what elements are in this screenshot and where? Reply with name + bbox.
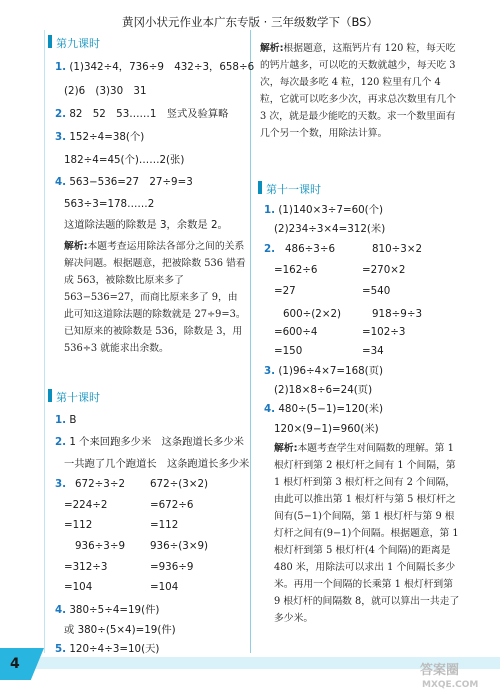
answer-line: (2)18×8÷6=24(页) — [274, 384, 373, 396]
answer-line: 120÷4÷3=10(天) — [69, 643, 160, 655]
svg-text:答案圈: 答案圈 — [420, 663, 460, 678]
watermark-logo — [418, 660, 492, 690]
answer-line: B — [69, 414, 77, 426]
calc-cell: =224÷2 — [64, 499, 108, 511]
analysis-label: 解析: — [64, 241, 88, 252]
calc-cell: 936÷3÷9 — [75, 540, 126, 552]
answer-line: 380÷5÷4=19(件) — [69, 604, 160, 616]
calc-cell: =672÷6 — [150, 499, 194, 511]
calc-cell: 672÷3÷2 — [75, 478, 126, 490]
answer-line: 这道除法题的除数是 3，余数是 2。 — [64, 219, 228, 231]
answer-line: 563−536=27 27÷9=3 — [69, 176, 193, 188]
calc-cell: 810÷3×2 — [372, 243, 423, 255]
q-number: 4. — [55, 604, 67, 616]
q-number: 4. — [264, 403, 276, 415]
answer-line: 563÷3=178……2 — [64, 198, 155, 210]
calc-cell: 936÷(3×9) — [150, 540, 209, 552]
lesson-marker — [258, 181, 262, 194]
analysis-block — [260, 40, 460, 142]
calc-cell: =104 — [150, 581, 179, 593]
answer-line: 152÷4=38(个) — [69, 131, 145, 143]
calc-cell: =312÷3 — [64, 561, 108, 573]
calc-cell: =162÷6 — [274, 264, 318, 276]
q-number: 3. — [264, 365, 276, 377]
answer-line: 一共跑了几个跑道长 这条跑道长多少米 — [64, 458, 250, 470]
lesson10-title: 第十课时 — [56, 391, 100, 404]
calc-cell: =540 — [362, 285, 391, 297]
calc-cell: 486÷3÷6 — [285, 243, 336, 255]
page-header: 黄冈小状元作业本广东专版 · 三年级数学下（BS） — [122, 15, 378, 29]
analysis-label: 解析: — [260, 43, 284, 54]
calc-cell: =102÷3 — [362, 326, 406, 338]
q-number: 4. — [55, 176, 67, 188]
analysis-text: 本题考查学生对间隔数的理解。第 1 根灯杆到第 2 根灯杆之间有 1 个间隔，第 1 根灯杆到第 3 根灯杆之间有 2 个间隔，由此可以推出第 1 根灯杆与第 5 根灯杆之间有(5−1)个间隔，第 1 根灯杆与第 9 根灯杆之间有(9−1)个间隔。根据题意，第 1 根灯杆到第 5 根灯杆(4 个间隔)的距离是 480 米，用除法可以求出 1 个间隔长多少米。再用一个间隔的长乘第 1 根灯杆到第 9 根灯杆的间隔数 8，就可以算出一共走了多少米。 — [274, 443, 460, 624]
answer-line: (1)140×3÷7=60(个) — [278, 204, 384, 216]
calc-cell: =150 — [274, 345, 303, 357]
calc-cell: =112 — [150, 519, 179, 531]
q-number: 1. — [264, 204, 276, 216]
answer-line: (2)6 (3)30 31 — [64, 85, 147, 97]
calc-cell: 600÷(2×2) — [283, 308, 342, 320]
left-margin-line — [44, 30, 45, 653]
q-number: 1. — [55, 61, 67, 73]
answer-line: 1 个来回跑多少米 这条跑道长多少米 — [69, 436, 244, 448]
svg-text:MXQE.COM: MXQE.COM — [422, 680, 479, 690]
calc-cell: =112 — [64, 519, 93, 531]
calc-cell: 918÷9÷3 — [372, 308, 423, 320]
calc-cell: =34 — [362, 345, 384, 357]
q-number: 3. — [55, 131, 67, 143]
lesson11-title: 第十一课时 — [266, 183, 321, 196]
calc-cell: 672÷(3×2) — [150, 478, 209, 490]
page-number: 4 — [10, 656, 20, 672]
calc-cell: =27 — [274, 285, 296, 297]
q-number: 2. — [264, 243, 276, 255]
analysis-text: 根据题意，这瓶钙片有 120 粒，每天吃的钙片越多，可以吃的天数就越少，每天吃 3 次，每次最多吃 4 粒，120 粒里有几个 4 粒，它就可以吃多少次，再求总次数里有几个 3 次，就是最少能吃的天数。求一个数里面有几个另一个数，用除法计算。 — [260, 43, 456, 139]
q-number: 1. — [55, 414, 67, 426]
analysis-block — [274, 440, 462, 627]
q-number: 5. — [55, 643, 67, 655]
q-number: 2. — [55, 108, 67, 120]
answer-line: 或 380÷(5×4)=19(件) — [64, 624, 176, 636]
calc-cell: =104 — [64, 581, 93, 593]
analysis-label: 解析: — [274, 443, 298, 454]
lesson9-title: 第九课时 — [56, 37, 100, 50]
analysis-text: 本题考查运用除法各部分之间的关系解决问题。根据题意，把被除数 536 错看成 563，被除数比原来多了 563−536=27，而商比原来多了 9，由此可知这道除法题的除数就是 27÷9=3。已知原来的被除数是 536，除数是 3，用 536÷3 就能求出余数。 — [64, 241, 246, 354]
column-divider — [250, 30, 251, 653]
q-number: 3. — [55, 478, 67, 490]
analysis-block — [64, 238, 246, 357]
answer-line: 480÷(5−1)=120(米) — [278, 403, 384, 415]
answer-line: 120×(9−1)=960(米) — [274, 423, 379, 435]
answer-line: 82 52 53……1 竖式及验算略 — [69, 108, 229, 120]
lesson-marker — [48, 389, 52, 402]
answer-line: (2)234÷3×4=312(米) — [274, 223, 386, 235]
calc-cell: =270×2 — [362, 264, 406, 276]
calc-cell: =936÷9 — [150, 561, 194, 573]
calc-cell: =600÷4 — [274, 326, 318, 338]
answer-line: (1)342÷4，736÷9 432÷3，658÷6 — [69, 61, 255, 73]
q-number: 2. — [55, 436, 67, 448]
lesson-marker — [48, 35, 52, 48]
answer-line: (1)96÷4×7=168(页) — [278, 365, 384, 377]
answer-line: 182÷4=45(个)……2(张) — [64, 154, 185, 166]
